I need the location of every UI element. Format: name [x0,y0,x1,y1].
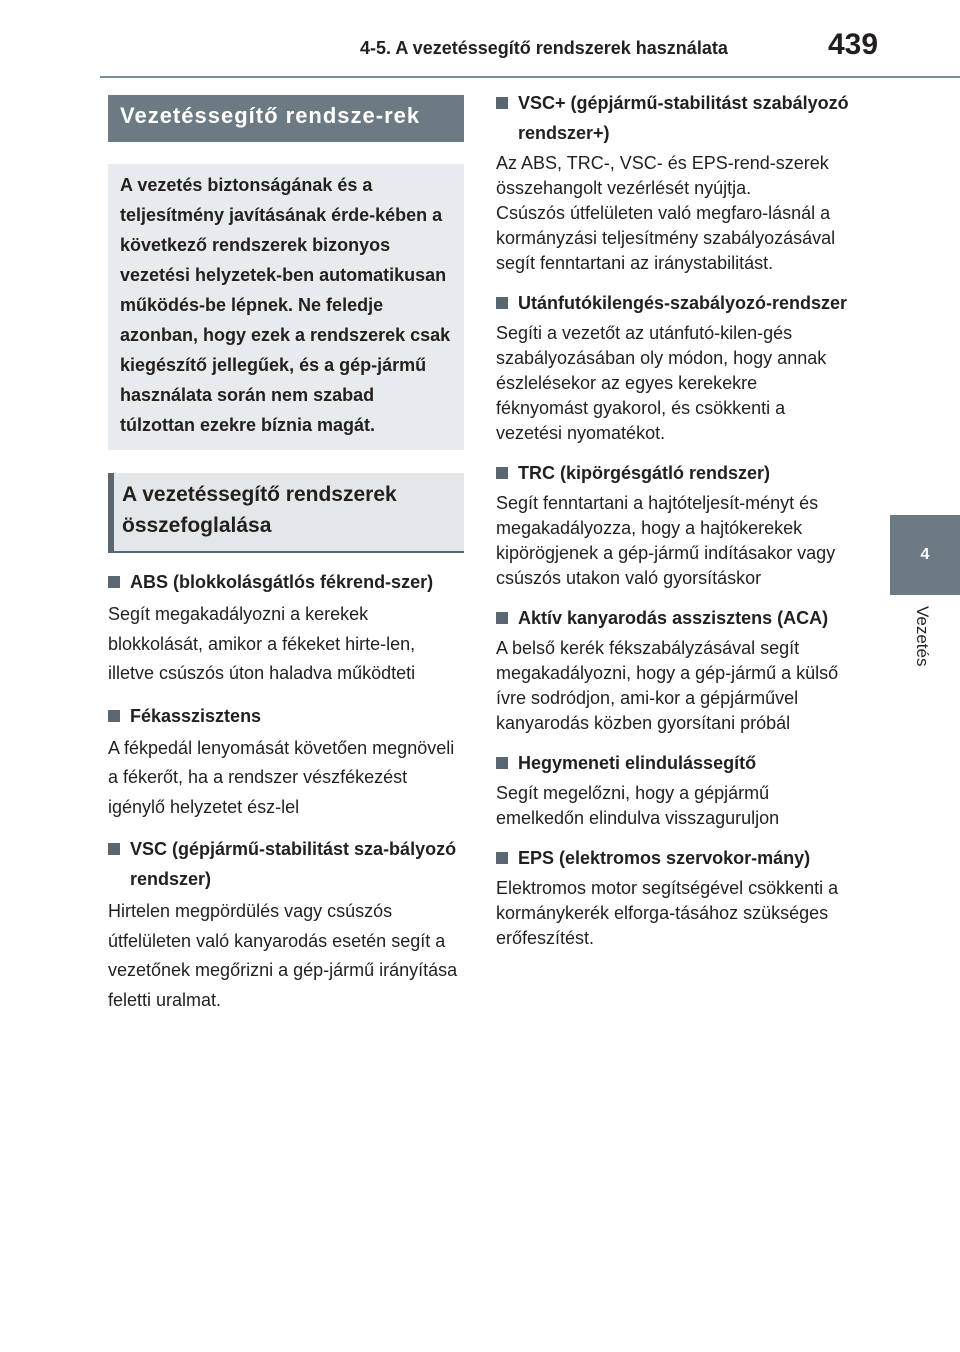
item-title: VSC (gépjármű-stabilitást sza-bályozó rendszer) [130,839,457,889]
square-bullet-icon [496,97,508,109]
item-text: Elektromos motor segítségével csökkenti a kormánykerék elforga-tásához szükséges erőfeszítést. [496,878,839,948]
list-item [496,458,852,591]
item-title: VSC+ (gépjármű-stabilitást szabályozó rendszer+) [518,93,849,143]
square-bullet-icon [108,576,120,588]
list-item [108,701,464,823]
intro-box: A vezetés biztonságának és a teljesítmény javításának érde-kében a következő rendszerek bizonyos vezetési helyzetek-ben automatikusan működés-be lépnek. Ne feledje azonban, hogy ezek a rendszerek csak kiegészítő jellegűek, és a gép-jármű használata során nem szabad túlzottan ezekre bíznia magát. [108,164,464,450]
list-item [108,567,464,689]
square-bullet-icon [108,843,120,855]
page-number: 439 [828,28,879,61]
item-text: Az ABS, TRC-, VSC- és EPS-rend-szerek összehangolt vezérlését nyújtja. Csúszós útfelületen való megfaro-lásnál a kormányzási teljesítmény szabályozásával segít fenntartani az iránystabilitást. [496,153,836,273]
item-text: Hirtelen megpördülés vagy csúszós útfelületen való kanyarodás esetén segít a vezetőnek megőrizni a gép-jármű irányítása feletti uralmat. [108,901,458,1010]
square-bullet-icon [496,467,508,479]
item-text: A fékpedál lenyomását követően megnöveli a fékerőt, ha a rendszer vészfékezést igénylő helyzetet ész-lel [108,737,455,817]
item-title: ABS (blokkolásgátlós fékrend-szer) [130,572,434,592]
item-text: Segít fenntartani a hajtóteljesít-ményt és megakadályozza, hogy a hajtókerekek kipörögjenek a gép-jármű indításakor vagy csúszós utakon való gyorsításkor [496,493,836,588]
item-title: EPS (elektromos szervokor-mány) [518,848,811,868]
item-title: TRC (kipörgésgátló rendszer) [518,463,771,483]
item-title: Hegymeneti elindulássegítő [518,753,757,773]
item-text: Segíti a vezetőt az utánfutó-kilen-gés szabályozásában oly módon, hogy annak észlelésekor az egyes kerekekre féknyomást gyakorol, és csökkenti a vezetési nyomatékot. [496,323,827,443]
item-title: Utánfutókilengés-szabályozó-rendszer [518,293,848,313]
chapter-label: Vezetés [913,606,932,667]
list-item [496,603,852,736]
list-item [496,88,852,276]
square-bullet-icon [496,612,508,624]
item-text: Segít megakadályozni a kerekek blokkolását, amikor a fékeket hirte-len, illetve csúszós úton haladva működteti [108,604,416,683]
item-text: A belső kerék fékszabályzásával segít megakadályozni, hogy a gép-jármű a külső ívre sodródjon, ami-kor a gépjárművel kanyarodás közben gyorsítani próbál [496,638,839,733]
square-bullet-icon [496,297,508,309]
square-bullet-icon [496,852,508,864]
list-item [108,834,464,1015]
section-title-summary: A vezetéssegítő rendszerek összefoglalása [108,473,464,553]
header-title: 4-5. A vezetéssegítő rendszerek használata [360,38,728,58]
item-text: Segít megelőzni, hogy a gépjármű emelkedőn elindulva visszaguruljon [496,783,780,828]
list-item [496,748,852,831]
square-bullet-icon [108,710,120,722]
chapter-tab: 4 [890,515,960,595]
left-column [108,95,464,1015]
list-item [496,843,852,951]
item-title: Aktív kanyarodás asszisztens (ACA) [518,608,829,628]
header-rule [100,76,960,78]
list-item [496,288,852,446]
section-title-systems: Vezetéssegítő rendsze-rek [108,95,464,142]
item-title: Fékasszisztens [130,705,262,726]
square-bullet-icon [496,757,508,769]
right-column [496,88,852,951]
